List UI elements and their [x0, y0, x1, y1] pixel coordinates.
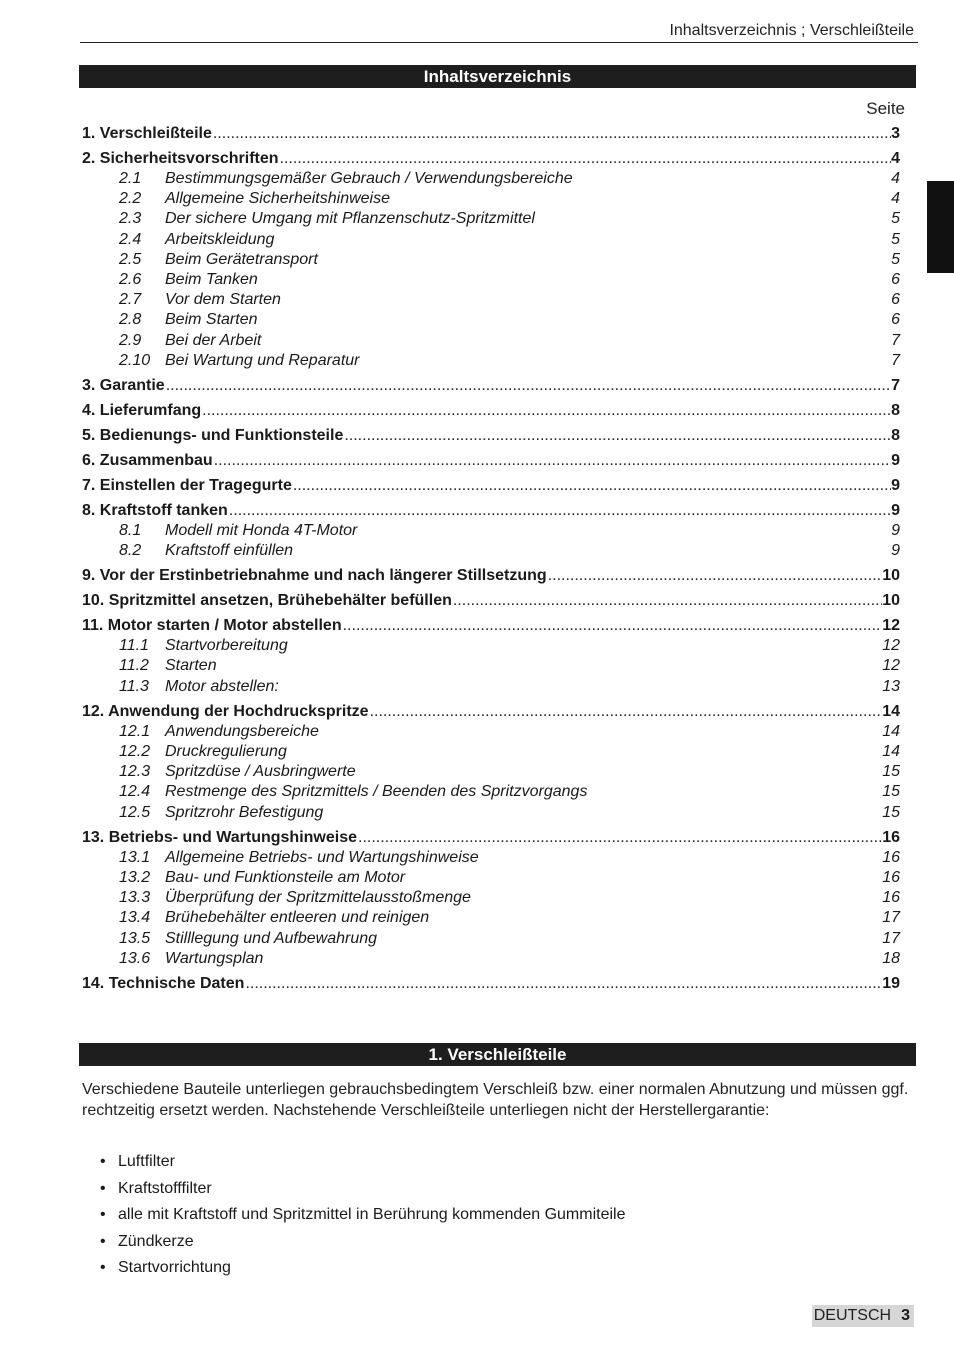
toc-subentry[interactable] [82, 250, 900, 270]
toc-subentry-page: 7 [891, 351, 900, 369]
toc-subentry[interactable] [82, 189, 900, 209]
toc-subentry[interactable] [82, 677, 900, 697]
toc-entry[interactable] [82, 124, 900, 144]
toc-entry[interactable] [82, 376, 900, 396]
toc-entry[interactable] [82, 401, 900, 421]
table-of-contents [82, 124, 900, 994]
toc-subentry-title: Beim Tanken [165, 270, 258, 288]
toc-entry[interactable] [82, 426, 900, 446]
toc-leader-dots [547, 566, 883, 586]
bullet-icon: • [100, 1232, 106, 1250]
toc-leader-dots [369, 702, 883, 722]
toc-entry-title: 8. Kraftstoff tanken [82, 501, 228, 519]
toc-entry-page: 19 [882, 974, 900, 992]
toc-entry-page: 10 [882, 592, 900, 610]
toc-subentry[interactable] [82, 742, 900, 762]
toc-leader-dots [292, 476, 891, 496]
toc-subentry-title: Wartungsplan [165, 949, 264, 967]
toc-subentry[interactable] [82, 908, 900, 928]
toc-entry-title: 13. Betriebs- und Wartungshinweise [82, 828, 358, 846]
toc-entry[interactable] [82, 451, 900, 471]
wear-parts-list [82, 1151, 625, 1284]
toc-entry-page: 8 [891, 401, 900, 419]
toc-subentry[interactable] [82, 848, 900, 868]
toc-subentry-title: Bei Wartung und Reparatur [165, 351, 360, 369]
toc-subentry-number: 2.1 [119, 170, 142, 187]
toc-subentry-title: Der sichere Umgang mit Pflanzenschutz-Spritzmittel [165, 210, 535, 228]
toc-subentry-number: 2.6 [119, 270, 142, 288]
toc-entry-title: 10. Spritzmittel ansetzen, Brühebehälter befüllen [82, 592, 452, 610]
toc-entry[interactable] [82, 591, 900, 611]
toc-subentry[interactable] [82, 636, 900, 656]
toc-subentry-title: Restmenge des Spritzmittels / Beenden des Spritzvorgangs [165, 783, 588, 801]
toc-subentry-number: 12.2 [119, 743, 151, 760]
toc-entry-title: 5. Bedienungs- und Funktionsteile [82, 426, 344, 444]
toc-subentry-title: Beim Starten [165, 311, 258, 329]
toc-entry[interactable] [82, 974, 900, 994]
running-head: Inhaltsverzeichnis ; Verschleißteile [669, 22, 914, 39]
toc-entry[interactable] [82, 566, 900, 586]
list-item [82, 1151, 625, 1178]
toc-leader-dots [201, 401, 891, 421]
toc-heading: Inhaltsverzeichnis [423, 66, 572, 86]
toc-subentry-page: 14 [882, 722, 900, 740]
toc-leader-dots [279, 149, 892, 169]
toc-entry-page: 9 [891, 476, 900, 494]
list-item-text: Zündkerze [118, 1232, 194, 1250]
toc-subentry-page: 15 [882, 763, 900, 781]
toc-entry-page: 4 [891, 150, 900, 167]
language-thumb-tab [927, 181, 954, 273]
toc-subentry-page: 4 [891, 170, 900, 187]
toc-subentry-title: Druckregulierung [165, 743, 287, 760]
toc-subentry-number: 13.3 [119, 889, 151, 907]
toc-subentry-page: 6 [891, 291, 900, 309]
toc-entry[interactable] [82, 476, 900, 496]
toc-subentry[interactable] [82, 169, 900, 189]
bullet-icon: • [100, 1259, 106, 1277]
toc-subentry-page: 5 [891, 210, 900, 228]
toc-subentry-title: Stilllegung und Aufbewahrung [165, 929, 378, 947]
list-item [82, 1178, 625, 1205]
toc-subentry[interactable] [82, 230, 900, 250]
toc-subentry-number: 13.2 [119, 868, 151, 886]
toc-leader-dots [357, 828, 882, 848]
toc-subentry[interactable] [82, 762, 900, 782]
toc-subentry-title: Allgemeine Betriebs- und Wartungshinweise [165, 848, 479, 866]
toc-subentry-number: 11.1 [119, 637, 149, 655]
toc-subentry[interactable] [82, 521, 900, 541]
toc-subentry-page: 14 [882, 743, 900, 760]
toc-entry-title: 3. Garantie [82, 376, 165, 394]
toc-subentry[interactable] [82, 270, 900, 290]
toc-subentry-title: Überprüfung der Spritzmittelausstoßmenge [165, 889, 471, 907]
toc-subentry-number: 11.3 [119, 677, 149, 695]
toc-subentry[interactable] [82, 290, 900, 310]
toc-entry[interactable] [82, 149, 900, 169]
toc-entry-page: 9 [891, 451, 900, 469]
toc-subentry-number: 8.1 [119, 521, 142, 539]
page-column-label: Seite [866, 99, 905, 118]
toc-subentry[interactable] [82, 888, 900, 908]
toc-entry-title: 14. Technische Daten [82, 974, 245, 992]
toc-subentry[interactable] [82, 722, 900, 742]
list-item [82, 1231, 625, 1258]
section-heading: 1. Verschleißteile [428, 1044, 567, 1064]
toc-entry-page: 8 [891, 426, 900, 444]
toc-entry[interactable] [82, 702, 900, 722]
toc-leader-dots [452, 591, 882, 611]
toc-entry-page: 12 [882, 617, 900, 635]
list-item-text: Startvorrichtung [118, 1259, 231, 1277]
toc-subentry-page: 17 [882, 909, 900, 927]
toc-subentry[interactable] [82, 782, 900, 802]
toc-subentry-number: 2.8 [119, 311, 142, 329]
page-footer [812, 1305, 914, 1327]
toc-subentry-title: Startvorbereitung [165, 637, 288, 655]
bullet-icon: • [100, 1153, 106, 1170]
toc-subentry-title: Bei der Arbeit [165, 331, 262, 349]
toc-subentry-page: 12 [882, 637, 900, 655]
toc-subentry-number: 12.5 [119, 803, 151, 821]
toc-entry-title: 6. Zusammenbau [82, 451, 213, 469]
toc-leader-dots [228, 501, 891, 521]
toc-entry[interactable] [82, 616, 900, 636]
toc-subentry-number: 12.1 [119, 722, 151, 740]
toc-subentry-number: 12.4 [119, 783, 151, 801]
toc-subentry[interactable] [82, 351, 900, 371]
toc-leader-dots [342, 616, 883, 636]
toc-subentry-number: 2.9 [119, 331, 142, 349]
toc-entry-page: 7 [891, 376, 900, 394]
toc-entry-page: 10 [882, 567, 900, 585]
toc-subentry-page: 4 [891, 190, 900, 208]
toc-entry-title: 2. Sicherheitsvorschriften [82, 150, 279, 167]
list-item-text: Kraftstofffilter [118, 1179, 212, 1197]
section-heading-bar [79, 1043, 916, 1066]
toc-subentry[interactable] [82, 929, 900, 949]
toc-subentry-title: Spritzdüse / Ausbringwerte [165, 763, 356, 781]
toc-subentry[interactable] [82, 868, 900, 888]
toc-subentry-number: 13.1 [119, 848, 151, 866]
footer-language: DEUTSCH [813, 1307, 892, 1324]
toc-subentry-title: Starten [165, 657, 217, 675]
toc-entry[interactable] [82, 501, 900, 521]
toc-subentry-page: 18 [882, 949, 900, 967]
toc-subentry-page: 5 [891, 250, 900, 268]
toc-subentry-number: 13.5 [119, 929, 151, 947]
toc-subentry-title: Anwendungsbereiche [165, 722, 319, 740]
toc-subentry[interactable] [82, 209, 900, 229]
bullet-icon: • [100, 1206, 106, 1224]
toc-subentry-title: Modell mit Honda 4T-Motor [165, 521, 358, 539]
toc-subentry-title: Vor dem Starten [165, 291, 281, 309]
toc-subentry-number: 13.4 [119, 909, 151, 927]
toc-subentry-number: 11.2 [119, 657, 149, 675]
toc-subentry-number: 8.2 [119, 542, 142, 560]
toc-subentry-page: 12 [882, 657, 900, 675]
toc-subentry-number: 2.2 [119, 190, 142, 208]
section-intro: Verschiedene Bauteile unterliegen gebrauchsbedingtem Verschleiß bzw. einer normalen Abnutzung und müssen ggf. rechtzeitig ersetzt werden. Nachstehende Verschleißteile unterliegen nicht der Herstellergarantie: [82, 1081, 909, 1119]
toc-subentry-title: Allgemeine Sicherheitshinweise [165, 190, 391, 208]
toc-entry-title: 11. Motor starten / Motor abstellen [82, 617, 342, 635]
list-item-text: Luftfilter [118, 1153, 175, 1170]
toc-subentry-title: Arbeitskleidung [165, 230, 275, 248]
toc-subentry-number: 13.6 [119, 949, 151, 967]
header-rule [80, 42, 918, 43]
toc-leader-dots [244, 974, 882, 994]
toc-subentry[interactable] [82, 949, 900, 969]
toc-subentry-number: 2.10 [119, 351, 151, 369]
toc-entry-title: 12. Anwendung der Hochdruckspritze [82, 702, 369, 720]
toc-heading-bar [79, 65, 916, 88]
toc-entry[interactable] [82, 828, 900, 848]
toc-subentry-page: 16 [882, 848, 900, 866]
toc-subentry-title: Motor abstellen: [165, 677, 279, 695]
list-item [82, 1257, 625, 1284]
toc-subentry-page: 6 [891, 311, 900, 329]
toc-subentry-page: 7 [891, 331, 900, 349]
toc-subentry[interactable] [82, 331, 900, 351]
footer-page-number: 3 [901, 1307, 910, 1324]
toc-subentry-page: 9 [891, 542, 900, 560]
toc-subentry-title: Bau- und Funktionsteile am Motor [165, 868, 406, 886]
toc-subentry-page: 15 [882, 803, 900, 821]
toc-subentry-number: 2.5 [119, 250, 142, 268]
toc-subentry-page: 16 [882, 868, 900, 886]
toc-entry-title: 7. Einstellen der Tragegurte [82, 476, 292, 494]
toc-subentry-title: Brühebehälter entleeren und reinigen [165, 909, 430, 927]
toc-subentry[interactable] [82, 803, 900, 823]
list-item-text: alle mit Kraftstoff und Spritzmittel in Berührung kommenden Gummiteile [118, 1206, 626, 1224]
toc-subentry-number: 2.7 [119, 291, 142, 309]
toc-subentry-number: 12.3 [119, 763, 151, 781]
toc-leader-dots [212, 124, 891, 144]
toc-subentry-number: 2.3 [119, 210, 142, 228]
toc-subentry-page: 13 [882, 677, 900, 695]
toc-subentry-number: 2.4 [119, 230, 142, 248]
toc-subentry-title: Bestimmungsgemäßer Gebrauch / Verwendungsbereiche [165, 170, 573, 187]
toc-leader-dots [213, 451, 891, 471]
toc-entry-title: 9. Vor der Erstinbetriebnahme und nach längerer Stillsetzung [82, 567, 547, 585]
toc-entry-page: 3 [891, 125, 900, 142]
toc-subentry-page: 5 [891, 230, 900, 248]
toc-entry-page: 16 [882, 828, 900, 846]
toc-subentry-page: 16 [882, 889, 900, 907]
toc-entry-title: 4. Lieferumfang [82, 401, 202, 419]
toc-subentry-page: 6 [891, 270, 900, 288]
toc-subentry[interactable] [82, 656, 900, 676]
toc-leader-dots [165, 376, 891, 396]
toc-entry-page: 14 [882, 702, 900, 720]
toc-leader-dots [343, 426, 891, 446]
toc-subentry-page: 15 [882, 783, 900, 801]
toc-subentry[interactable] [82, 310, 900, 330]
toc-subentry[interactable] [82, 541, 900, 561]
list-item [82, 1204, 625, 1231]
toc-subentry-page: 9 [891, 521, 900, 539]
toc-subentry-title: Beim Gerätetransport [165, 250, 318, 268]
toc-subentry-page: 17 [882, 929, 900, 947]
toc-entry-page: 9 [891, 501, 900, 519]
bullet-icon: • [100, 1179, 106, 1197]
toc-subentry-title: Kraftstoff einfüllen [165, 542, 294, 560]
toc-subentry-title: Spritzrohr Befestigung [165, 803, 324, 821]
toc-entry-title: 1. Verschleißteile [82, 125, 212, 142]
